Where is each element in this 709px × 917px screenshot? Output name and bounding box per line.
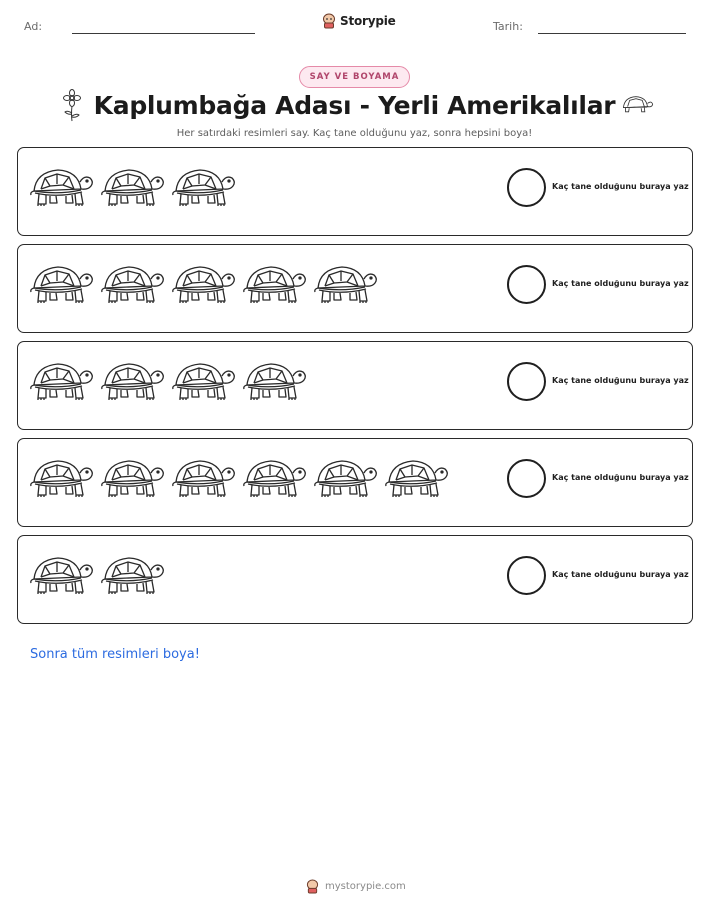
worksheet-header [0,0,709,50]
turtle-icon [619,93,655,117]
turtle-icon [314,261,378,307]
turtle-group [30,455,449,501]
count-row [17,341,693,430]
answer-label: Kaç tane olduğunu buraya yaz [552,182,689,191]
turtle-icon [30,455,94,501]
turtle-group [30,552,165,598]
turtle-icon [30,164,94,210]
activity-badge: SAY VE BOYAMA [299,66,410,88]
turtle-icon [30,552,94,598]
count-row [17,438,693,527]
turtle-icon [243,358,307,404]
footer-brand [306,879,406,894]
answer-label: Kaç tane olduğunu buraya yaz [552,376,689,385]
date-label: Tarih: [493,20,523,33]
title-row [0,89,709,129]
turtle-icon [385,455,449,501]
turtle-icon [243,455,307,501]
count-rows [17,147,693,632]
answer-circle[interactable] [507,459,546,498]
turtle-group [30,164,236,210]
turtle-icon [101,164,165,210]
turtle-icon [314,455,378,501]
turtle-icon [30,261,94,307]
count-row [17,147,693,236]
turtle-icon [101,552,165,598]
date-field-line[interactable] [538,33,686,34]
instructions: Her satırdaki resimleri say. Kaç tane olduğunu yaz, sonra hepsini boya! [176,128,533,139]
name-label: Ad: [24,20,43,33]
answer-circle[interactable] [507,168,546,207]
turtle-icon [172,164,236,210]
turtle-group [30,261,378,307]
storypie-mascot-icon [306,879,319,894]
turtle-icon [101,261,165,307]
footer-url: mystorypie.com [325,881,406,892]
turtle-icon [243,261,307,307]
answer-circle[interactable] [507,362,546,401]
turtle-icon [172,358,236,404]
turtle-icon [172,455,236,501]
count-row [17,535,693,624]
brand-name: Storypie [340,14,396,28]
answer-circle[interactable] [507,265,546,304]
turtle-icon [30,358,94,404]
answer-circle[interactable] [507,556,546,595]
answer-label: Kaç tane olduğunu buraya yaz [552,279,689,288]
answer-label: Kaç tane olduğunu buraya yaz [552,570,689,579]
answer-label: Kaç tane olduğunu buraya yaz [552,473,689,482]
turtle-icon [101,358,165,404]
turtle-icon [101,455,165,501]
storypie-mascot-icon [322,13,336,29]
page-title: Kaplumbağa Adası - Yerli Amerikalılar [93,91,616,120]
turtle-group [30,358,307,404]
coloring-instruction: Sonra tüm resimleri boya! [30,647,200,662]
count-row [17,244,693,333]
turtle-icon [172,261,236,307]
brand-logo [322,13,396,29]
name-field-line[interactable] [72,33,255,34]
